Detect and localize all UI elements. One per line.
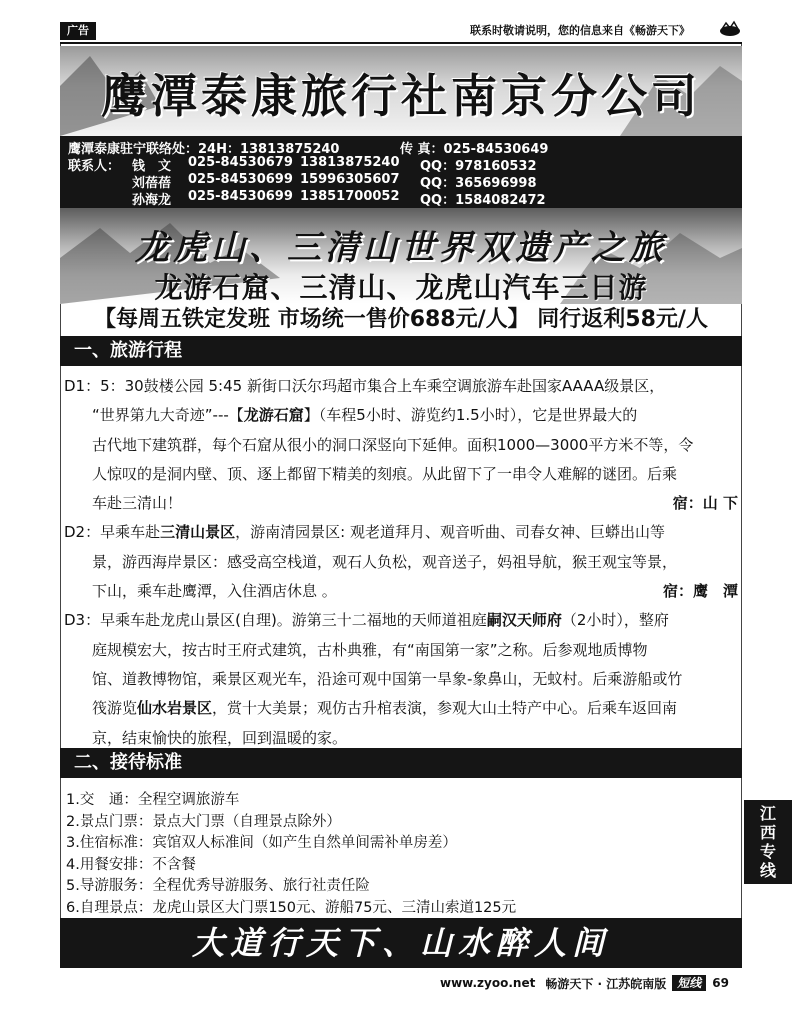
standard-item: 1.交 通：全程空调旅游车 [66, 792, 240, 808]
source-notice: 联系时敬请说明，您的信息来自《畅游天下》 [470, 24, 690, 37]
itinerary-line: “世界第九大奇迹”---【龙游石窟】（车程5小时、游览约1.5小时），它是世界最大的 [92, 406, 638, 425]
contact-mobile: 13813875240 [300, 155, 400, 170]
itinerary-line: 人惊叹的是洞内壁、顶、逐上都留下精美的刻痕。从此留下了一串令人难解的谜团。后乘 [92, 464, 678, 483]
section-title-itinerary: 一、旅游行程 [60, 336, 742, 366]
stay-label: 宿：鹰 潭 [662, 582, 738, 601]
contact-row [68, 155, 734, 172]
highlight-xianshuiyan: 仙水岩景区 [137, 699, 213, 718]
itinerary-line: 筏游览仙水岩景区，赏十大美景；观仿古升棺表演，参观大山土特产中心。后乘车返回南 [92, 699, 678, 718]
itinerary-line: 下山，乘车赴鹰潭，入住酒店休息 。 宿：鹰 潭 [64, 577, 738, 606]
scenic-promo [60, 208, 742, 304]
stay-label: 宿：山 下 [672, 494, 738, 513]
tour-slogan: 龙虎山、三清山世界双遗产之旅 [135, 228, 667, 268]
page-number: 69 [712, 976, 729, 990]
contact-phone: 025-84530679 [188, 155, 293, 170]
magazine-name: 畅游天下 · 江苏皖南版 [545, 976, 667, 991]
price-line: 【每周五铁定发班 市场统一售价688元/人】 同行返利58元/人 [94, 307, 708, 332]
highlight-longyou: 龙游石窟 [243, 406, 304, 425]
section-side-tab: 江 西 专 线 [744, 800, 792, 884]
website-link[interactable]: www.zyoo.net [440, 976, 536, 990]
contact-phone: 025-84530699 [188, 172, 293, 187]
ad-tag: 广告 [60, 22, 96, 40]
contact-name: 孙海龙 [132, 193, 172, 208]
contact-qq: QQ：1584082472 [420, 193, 546, 208]
itinerary-line: 车赴三清山！ 宿：山 下 [64, 489, 738, 518]
service-standards [66, 790, 736, 919]
tour-subtitle: 龙游石窟、三清山、龙虎山汽车三日游 [154, 271, 648, 304]
contact-mobile: 15996305607 [300, 172, 400, 187]
contact-phone: 025-84530699 [188, 189, 293, 204]
standard-item: 2.景点门票：景点大门票（自理景点除外） [66, 813, 341, 830]
section-title-standards: 二、接待标准 [60, 748, 742, 778]
top-bar [0, 0, 800, 44]
office-row [68, 138, 734, 155]
itinerary-line: D3：早乘车赴龙虎山景区(自理)。游第三十二福地的天师道祖庭嗣汉天师府（2小时），整府 [64, 611, 669, 630]
contact-qq: QQ：978160532 [420, 159, 537, 174]
contact-name: 钱 文 [132, 159, 172, 174]
bottom-slogan-banner: 大道行天下、山水醉人间 [60, 918, 742, 968]
hero-banner [60, 46, 742, 136]
office-line: 鹰潭泰康驻宁联络处：24H：13813875240 [68, 142, 340, 157]
contact-prefix: 联系人： [68, 159, 121, 174]
contact-box [60, 136, 742, 208]
page-footer [440, 974, 729, 992]
contact-name: 刘蓓蓓 [132, 176, 172, 191]
contact-row [68, 189, 734, 206]
itinerary-line: 京，结束愉快的旅程，回到温暖的家。 [92, 728, 348, 747]
itinerary-line: 古代地下建筑群，每个石窟从很小的洞口深竖向下延伸。面积1000—3000平方米不等，令 [92, 435, 694, 454]
itinerary-line: D2：早乘车赴三清山景区，游南清园景区: 观老道拜月、观音听曲、司春女神、巨蟒出山等 [64, 523, 665, 542]
standard-item: 4.用餐安排：不含餐 [66, 856, 196, 873]
highlight-tianshi: 嗣汉天师府 [486, 611, 562, 630]
standard-item: 3.住宿标准：宾馆双人标准间（如产生自然单间需补单房差） [66, 835, 457, 851]
standard-item: 5.导游服务：全程优秀导游服务、旅行社责任险 [66, 878, 370, 894]
highlight-sanqing: 三清山景区 [160, 523, 236, 542]
itinerary-line: 景，游西海岸景区：感受高空栈道，观石人负松，观音送子，妈祖导航，猴王观宝等景， [92, 552, 678, 571]
category-badge: 短线 [672, 975, 706, 991]
magazine-logo-icon [718, 20, 742, 38]
contact-mobile: 13851700052 [300, 189, 400, 204]
itinerary [64, 372, 738, 753]
company-name: 鹰潭泰康旅行社南京分公司 [101, 69, 701, 123]
contact-row [68, 172, 734, 189]
itinerary-line: 庭规模宏大，按古时王府式建筑，古朴典雅，有“南国第一家”之称。后参观地质博物 [92, 640, 648, 659]
fax-line: 传 真：025-84530649 [400, 142, 549, 157]
contact-qq: QQ：365696998 [420, 176, 537, 191]
itinerary-line: 馆、道教博物馆，乘景区观光车，沿途可观中国第一旱象-象鼻山，无蚊村。后乘游船或竹 [92, 669, 683, 688]
standard-item: 6.自理景点：龙虎山景区大门票150元、游船75元、三清山索道125元 [66, 899, 517, 916]
itinerary-line: D1：5：30鼓楼公园 5:45 新街口沃尔玛超市集合上车乘空调旅游车赴国家AAAA级景区， [64, 377, 665, 395]
